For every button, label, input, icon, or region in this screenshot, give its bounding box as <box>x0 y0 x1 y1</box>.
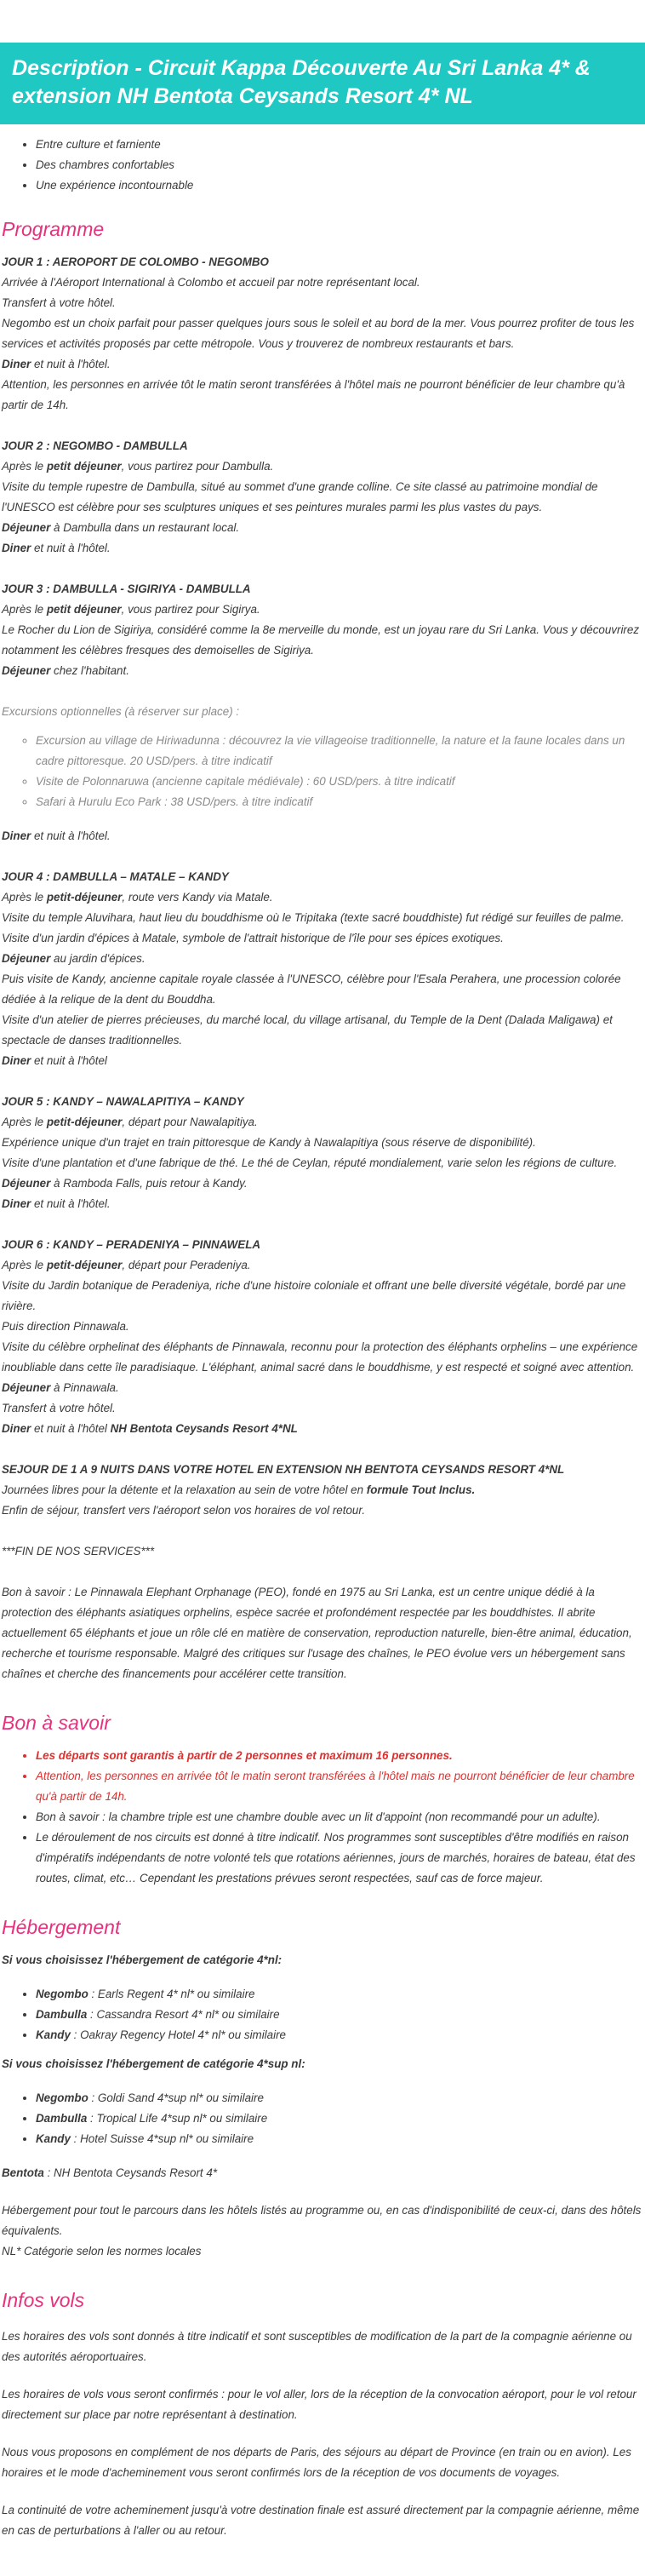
day-line: Attention, les personnes en arrivée tôt le matin seront transférées à l'hôtel mais ne pourront bénéficier de leur chambre qu'à partir de 14h. <box>2 378 625 411</box>
day-diner: Diner et nuit à l'hôtel. <box>2 358 111 370</box>
day-1 <box>2 252 643 416</box>
list-item: • Negombo : Goldi Sand 4*sup nl* ou similaire <box>36 2088 643 2108</box>
day-title: JOUR 6 : KANDY – PERADENIYA – PINNAWELA <box>2 1238 261 1251</box>
day-diner: Diner et nuit à l'hôtel. <box>2 542 111 554</box>
day-line: Transfert à votre hôtel. <box>2 296 116 309</box>
list-item: ◦ Visite de Polonnaruwa (ancienne capitale médiévale) : 60 USD/pers. à titre indicatif <box>36 772 643 792</box>
list-item: • Kandy : Oakray Regency Hotel 4* nl* ou similaire <box>36 2025 643 2045</box>
day-line: Visite du Jardin botanique de Peradeniya, riche d'une histoire coloniale et offrant une belle diversité végétale, bordé par une rivière. <box>2 1279 626 1312</box>
list-item: • Une expérience incontournable <box>36 175 643 196</box>
day-3 <box>2 579 643 846</box>
day-diner: Diner et nuit à l'hôtel <box>2 1054 107 1067</box>
day-lunch: Déjeuner à Pinnawala. <box>2 1381 119 1394</box>
sejour-line: Journées libres pour la détente et la relaxation au sein de votre hôtel en formule Tout Inclus. <box>2 1483 476 1496</box>
bon-a-savoir-list <box>2 1746 643 1889</box>
day-diner: Diner et nuit à l'hôtel NH Bentota Ceysands Resort 4*NL <box>2 1422 298 1435</box>
heb-cat2-title: Si vous choisissez l'hébergement de catégorie 4*sup nl: <box>2 2057 305 2070</box>
list-item: • Dambulla : Tropical Life 4*sup nl* ou similaire <box>36 2108 643 2129</box>
day-lunch: Déjeuner chez l'habitant. <box>2 664 129 677</box>
day-line: Visite du célèbre orphelinat des éléphants de Pinnawala, reconnu pour la protection des éléphants orphelins – une expérience inoubliable dans cette île paradisiaque. L'éléphant, animal sacré dans le bouddhisme, y est respecté et soigné avec attention. <box>2 1340 638 1374</box>
excursions-list <box>2 731 643 812</box>
day-intro: Après le petit déjeuner, vous partirez pour Sigirya. <box>2 603 260 616</box>
day-diner: Diner et nuit à l'hôtel. <box>2 1197 111 1210</box>
list-item: • Negombo : Earls Regent 4* nl* ou similaire <box>36 1984 643 2005</box>
day-line: Arrivée à l'Aéroport International à Colombo et accueil par notre représentant local. <box>2 276 420 289</box>
day-line: Visite d'un atelier de pierres précieuses, du marché local, du village artisanal, du Temple de la Dent (Dalada Maligawa) et spectacle de danses traditionnelles. <box>2 1013 613 1047</box>
list-item: • Des chambres confortables <box>36 155 643 175</box>
day-title: JOUR 3 : DAMBULLA - SIGIRIYA - DAMBULLA <box>2 582 251 595</box>
day-line: Puis visite de Kandy, ancienne capitale royale classée à l'UNESCO, célèbre pour l'Esala Perahera, une procession colorée dédiée à la relique de la dent du Bouddha. <box>2 972 621 1006</box>
day-intro: Après le petit-déjeuner, départ pour Nawalapitiya. <box>2 1116 258 1128</box>
day-line: Expérience unique d'un trajet en train pittoresque de Kandy à Nawalapitiya (sous réserve de disponibilité). <box>2 1136 536 1149</box>
day-line: Visite d'un jardin d'épices à Matale, symbole de l'attrait historique de l'île pour ses épices exotiques. <box>2 932 504 944</box>
day-lunch: Déjeuner au jardin d'épices. <box>2 952 146 965</box>
list-item: • Bon à savoir : la chambre triple est une chambre double avec un lit d'appoint (non recommandé pour un adulte). <box>36 1807 643 1827</box>
list-item: ◦ Safari à Hurulu Eco Park : 38 USD/pers. à titre indicatif <box>36 792 643 812</box>
vols-paragraph: Les horaires de vols vous seront confirmés : pour le vol aller, lors de la réception de la convocation aéroport, pour le vol retour directement sur place par notre représentant à destination. <box>2 2388 636 2421</box>
excursions-title: Excursions optionnelles (à réserver sur place) : <box>2 705 240 718</box>
day-title: JOUR 2 : NEGOMBO - DAMBULLA <box>2 439 188 452</box>
vols-paragraph: Les horaires des vols sont donnés à titre indicatif et sont susceptibles de modification de la part de la compagnie aérienne ou des autorités aéroportuaires. <box>2 2330 632 2363</box>
content <box>0 124 645 2541</box>
highlights-list <box>2 135 643 196</box>
heb-cat2-list <box>2 2088 643 2149</box>
day-lunch: Déjeuner à Ramboda Falls, puis retour à Kandy. <box>2 1177 248 1190</box>
list-item: • Le déroulement de nos circuits est donné à titre indicatif. Nos programmes sont susceptibles d'être modifiés en raison d'impératifs indépendants de notre volonté tels que rotations aériennes, jours de marchés, horaires de bateau, état des routes, climat, etc… Cependant les prestations prévues seront respectées, sauf cas de force majeur. <box>36 1827 643 1889</box>
day-intro: Après le petit-déjeuner, départ pour Peradeniya. <box>2 1259 251 1271</box>
day-diner: Diner et nuit à l'hôtel. <box>2 829 111 842</box>
heb-bentota: Bentota : NH Bentota Ceysands Resort 4* <box>2 2166 218 2179</box>
day-title: JOUR 4 : DAMBULLA – MATALE – KANDY <box>2 870 229 883</box>
day-title: JOUR 1 : AEROPORT DE COLOMBO - NEGOMBO <box>2 255 269 268</box>
day-intro: Après le petit-déjeuner, route vers Kandy via Matale. <box>2 891 273 904</box>
page-title: Description - Circuit Kappa Découverte Au Sri Lanka 4* & extension NH Bentota Ceysands Resort 4* NL <box>0 43 645 124</box>
list-item: • Kandy : Hotel Suisse 4*sup nl* ou similaire <box>36 2129 643 2149</box>
vols-paragraph: La continuité de votre acheminement jusqu'à votre destination finale est assuré directement par la compagnie aérienne, même en cas de perturbations à l'aller ou au retour. <box>2 2504 640 2537</box>
day-line: Visite d'une plantation et d'une fabrique de thé. Le thé de Ceylan, réputé mondialement, varie selon les régions de culture. <box>2 1156 618 1169</box>
day-5 <box>2 1092 643 1214</box>
day-4 <box>2 867 643 1071</box>
day-line: Negombo est un choix parfait pour passer quelques jours sous le soleil et au bord de la mer. Vous pourrez profiter de tous les services et activités proposés par cette métropole. Vous y trouverez de nombreux restaurants et bars. <box>2 317 635 350</box>
day-6 <box>2 1235 643 1439</box>
heb-note: NL* Catégorie selon les normes locales <box>2 2245 202 2258</box>
list-item: ◦ Excursion au village de Hiriwadunna : découvrez la vie villageoise traditionnelle, la nature et la faune locales dans un cadre pittoresque. 20 USD/pers. à titre indicatif <box>36 731 643 772</box>
heb-cat1-title: Si vous choisissez l'hébergement de catégorie 4*nl: <box>2 1954 283 1966</box>
day-intro: Après le petit déjeuner, vous partirez pour Dambulla. <box>2 460 274 473</box>
vols-paragraph: Nous vous proposons en complément de nos départs de Paris, des séjours au départ de Province (en train ou en avion). Les horaires et le mode d'acheminement vous seront confirmés lors de la réception de vos documents de voyages. <box>2 2446 631 2479</box>
sejour-line: Enfin de séjour, transfert vers l'aéroport selon vos horaires de vol retour. <box>2 1504 366 1517</box>
day-line: Le Rocher du Lion de Sigiriya, considéré comme la 8e merveille du monde, est un joyau rare du Sri Lanka. Vous y découvrirez notamment les célèbres fresques des demoiselles de Sigiriya. <box>2 623 640 657</box>
bon-a-savoir-heading: Bon à savoir <box>2 1712 111 1734</box>
heb-cat1-list <box>2 1984 643 2045</box>
sejour-section <box>2 1460 643 1521</box>
day-2 <box>2 436 643 559</box>
list-item: • Les départs sont garantis à partir de 2 personnes et maximum 16 personnes. <box>36 1746 643 1766</box>
list-item: • Dambulla : Cassandra Resort 4* nl* ou similaire <box>36 2005 643 2025</box>
vols-heading: Infos vols <box>2 2289 85 2311</box>
day-lunch: Déjeuner à Dambulla dans un restaurant local. <box>2 521 240 534</box>
sejour-title: SEJOUR DE 1 A 9 NUITS DANS VOTRE HOTEL EN EXTENSION NH BENTOTA CEYSANDS RESORT 4*NL <box>2 1463 565 1476</box>
hebergement-heading: Hébergement <box>2 1916 121 1938</box>
day-line: Visite du temple Aluvihara, haut lieu du bouddhisme où le Tripitaka (texte sacré bouddhiste) fut rédigé sur feuilles de palme. <box>2 911 625 924</box>
bon-a-savoir-paragraph: Bon à savoir : Le Pinnawala Elephant Orphanage (PEO), fondé en 1975 au Sri Lanka, est un centre unique dédié à la protection des éléphants asiatiques orphelins, espèce sacrée et profondément respectée par les bouddhistes. Il abrite actuellement 65 éléphants et joue un rôle clé en matière de conservation, reproduction naturelle, bien-être animal, éducation, recherche et tourisme responsable. Malgré des critiques sur l'usage des chaînes, le PEO évolue vers un hébergement sans chaînes et cherche des financements pour accélérer cette transition. <box>2 1586 632 1680</box>
day-line: Puis direction Pinnawala. <box>2 1320 129 1333</box>
heb-note: Hébergement pour tout le parcours dans les hôtels listés au programme ou, en cas d'indisponibilité de ceux-ci, dans des hôtels équivalents. <box>2 2204 642 2237</box>
programme-heading: Programme <box>2 218 105 240</box>
list-item: • Attention, les personnes en arrivée tôt le matin seront transférées à l'hôtel mais ne pourront bénéficier de leur chambre qu'à partir de 14h. <box>36 1766 643 1807</box>
day-line: Transfert à votre hôtel. <box>2 1402 116 1414</box>
fin-services: ***FIN DE NOS SERVICES*** <box>2 1545 155 1558</box>
day-line: Visite du temple rupestre de Dambulla, situé au sommet d'une grande colline. Ce site classé au patrimoine mondial de l'UNESCO est célèbre pour ses sculptures uniques et ses peintures murales parmi les plus vastes du pays. <box>2 480 598 513</box>
day-title: JOUR 5 : KANDY – NAWALAPITIYA – KANDY <box>2 1095 244 1108</box>
list-item: • Entre culture et farniente <box>36 135 643 155</box>
